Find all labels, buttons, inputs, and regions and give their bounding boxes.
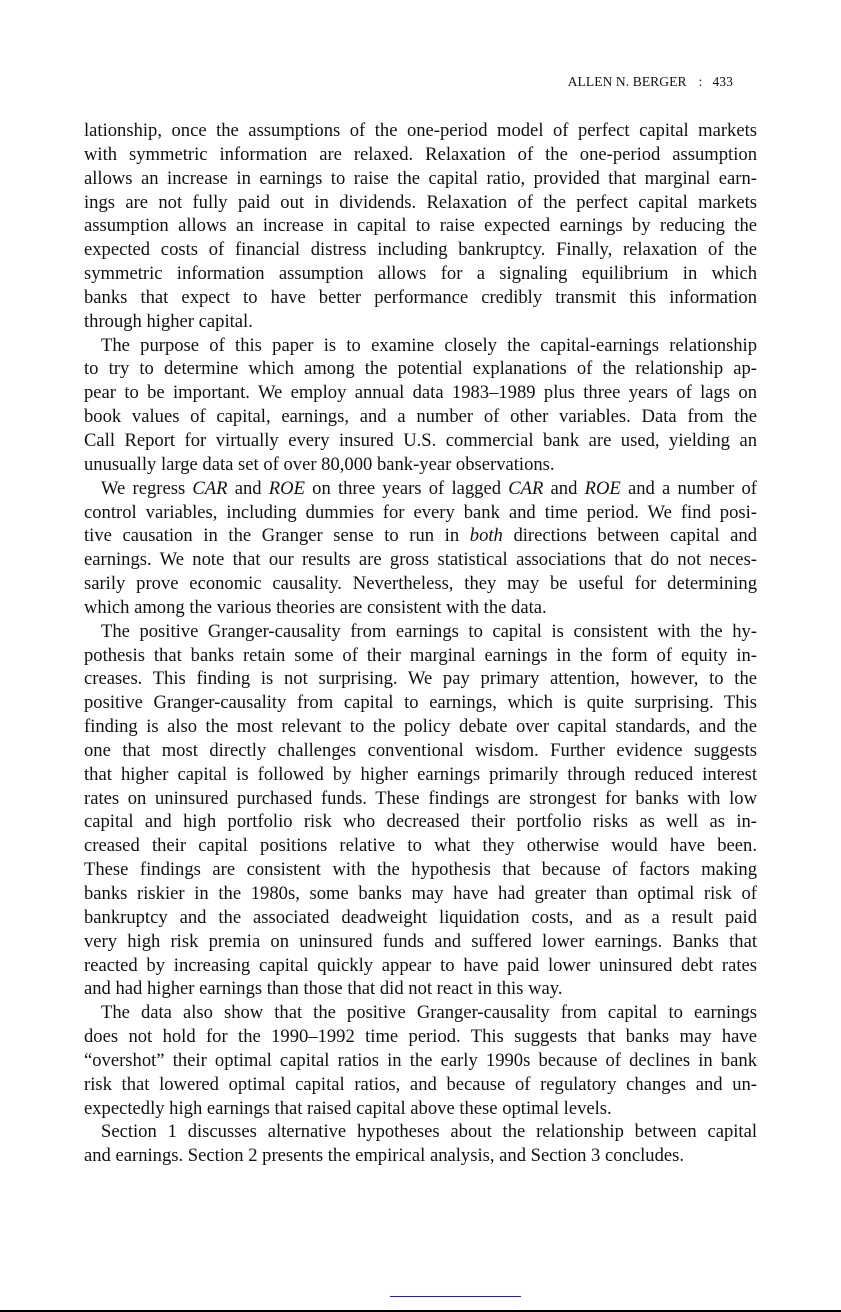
text-line: Section 1 discusses alternative hypotheses about the relationship between capital [101, 1121, 757, 1143]
italic-term: CAR [508, 477, 544, 499]
text-line: creased their capital positions relative to what they otherwise would have been. [84, 835, 757, 857]
link-underline[interactable] [390, 1296, 521, 1297]
text-line: reacted by increasing capital quickly appear to have paid lower uninsured debt rates [84, 954, 757, 976]
text-line: bankruptcy and the associated deadweight liquidation costs, and as a result paid [84, 906, 757, 928]
paragraph [84, 1001, 757, 1120]
text-line: banks riskier in the 1980s, some banks may have had greater than optimal risk of [84, 883, 757, 904]
italic-term: both [469, 525, 503, 547]
text-line: creases. This finding is not surprising. We pay primary attention, however, to the [84, 668, 757, 690]
text-line: rates on uninsured purchased funds. These findings are strongest for banks with low [84, 787, 757, 809]
paragraph [84, 119, 757, 334]
text-line: The positive Granger-causality from earnings to capital is consistent with the hy- [101, 620, 757, 642]
text-line: positive Granger-causality from capital to earnings, which is quite surprising. This [84, 692, 757, 714]
paragraph [84, 334, 757, 477]
text-line: risk that lowered optimal capital ratios, and because of regulatory changes and un- [84, 1073, 757, 1095]
text-line: pothesis that banks retain some of their marginal earnings in the form of equity in- [84, 644, 757, 666]
text-line: symmetric information assumption allows for a signaling equilibrium in which [84, 263, 757, 285]
author-name: ALLEN N. BERGER [567, 74, 687, 89]
text-line: assumption allows an increase in capital to raise expected earnings by reducing the [84, 215, 757, 237]
text-line: finding is also the most relevant to the policy debate over capital standards, and the [84, 716, 757, 738]
text-line: “overshot” their optimal capital ratios in the early 1990s because of declines in bank [84, 1049, 757, 1071]
italic-term: CAR [192, 477, 228, 499]
text-line: through higher capital. [84, 310, 253, 332]
paragraph [84, 477, 757, 620]
text-line: pear to be important. We employ annual data 1983–1989 plus three years of lags on [84, 382, 757, 404]
paragraph [84, 1120, 757, 1168]
text-line: unusually large data set of over 80,000 bank-year observations. [84, 453, 555, 475]
text-line: Call Report for virtually every insured U.S. commercial bank are used, yielding an [84, 429, 757, 451]
text-line: that higher capital is followed by higher earnings primarily through reduced interest [84, 763, 757, 785]
text-line: ings are not fully paid out in dividends. Relaxation of the perfect capital markets [84, 191, 757, 213]
text-line: very high risk premia on uninsured funds and suffered lower earnings. Banks that [84, 930, 757, 952]
text-line: lationship, once the assumptions of the one-period model of perfect capital markets [84, 120, 757, 141]
text-line: expected costs of financial distress including bankruptcy. Finally, relaxation of the [84, 239, 757, 261]
text-line: one that most directly challenges conventional wisdom. Further evidence suggests [84, 739, 757, 761]
text-line: control variables, including dummies for every bank and time period. We find posi- [84, 501, 757, 523]
paragraph [84, 620, 757, 1002]
text-line: does not hold for the 1990–1992 time period. This suggests that banks may have [84, 1026, 757, 1048]
italic-term: ROE [584, 477, 621, 499]
page-number: 433 [712, 74, 733, 89]
text-line: which among the various theories are consistent with the data. [84, 596, 547, 618]
text-line: The data also show that the positive Granger-causality from capital to earnings [101, 1002, 757, 1024]
text-line: sarily prove economic causality. Nevertheless, they may be useful for determining [84, 573, 757, 595]
text-line: book values of capital, earnings, and a number of other variables. Data from the [84, 406, 757, 428]
header-separator: : [698, 74, 703, 89]
text-line: and had higher earnings than those that did not react in this way. [84, 978, 563, 1000]
text-line: tive causation in the Granger sense to run in both directions between capital and [84, 525, 757, 547]
text-line: earnings. We note that our results are gross statistical associations that do not neces- [84, 549, 757, 571]
italic-term: ROE [268, 477, 305, 499]
body-text [84, 119, 757, 1168]
text-line: with symmetric information are relaxed. Relaxation of the one-period assumption [84, 143, 757, 165]
text-line: We regress CAR and ROE on three years of lagged CAR and ROE and a number of [101, 477, 757, 499]
text-line: allows an increase in earnings to raise the capital ratio, provided that marginal earn- [84, 167, 757, 189]
text-line: banks that expect to have better performance credibly transmit this information [84, 286, 757, 308]
text-line: expectedly high earnings that raised capital above these optimal levels. [84, 1097, 612, 1119]
text-line: These findings are consistent with the hypothesis that because of factors making [84, 859, 757, 881]
running-head [568, 74, 733, 90]
text-line: The purpose of this paper is to examine closely the capital-earnings relationship [101, 334, 757, 356]
text-line: capital and high portfolio risk who decreased their portfolio risks as well as in- [84, 811, 757, 833]
text-line: to try to determine which among the potential explanations of the relationship ap- [84, 358, 757, 380]
text-line: and earnings. Section 2 presents the empirical analysis, and Section 3 concludes. [84, 1145, 685, 1167]
